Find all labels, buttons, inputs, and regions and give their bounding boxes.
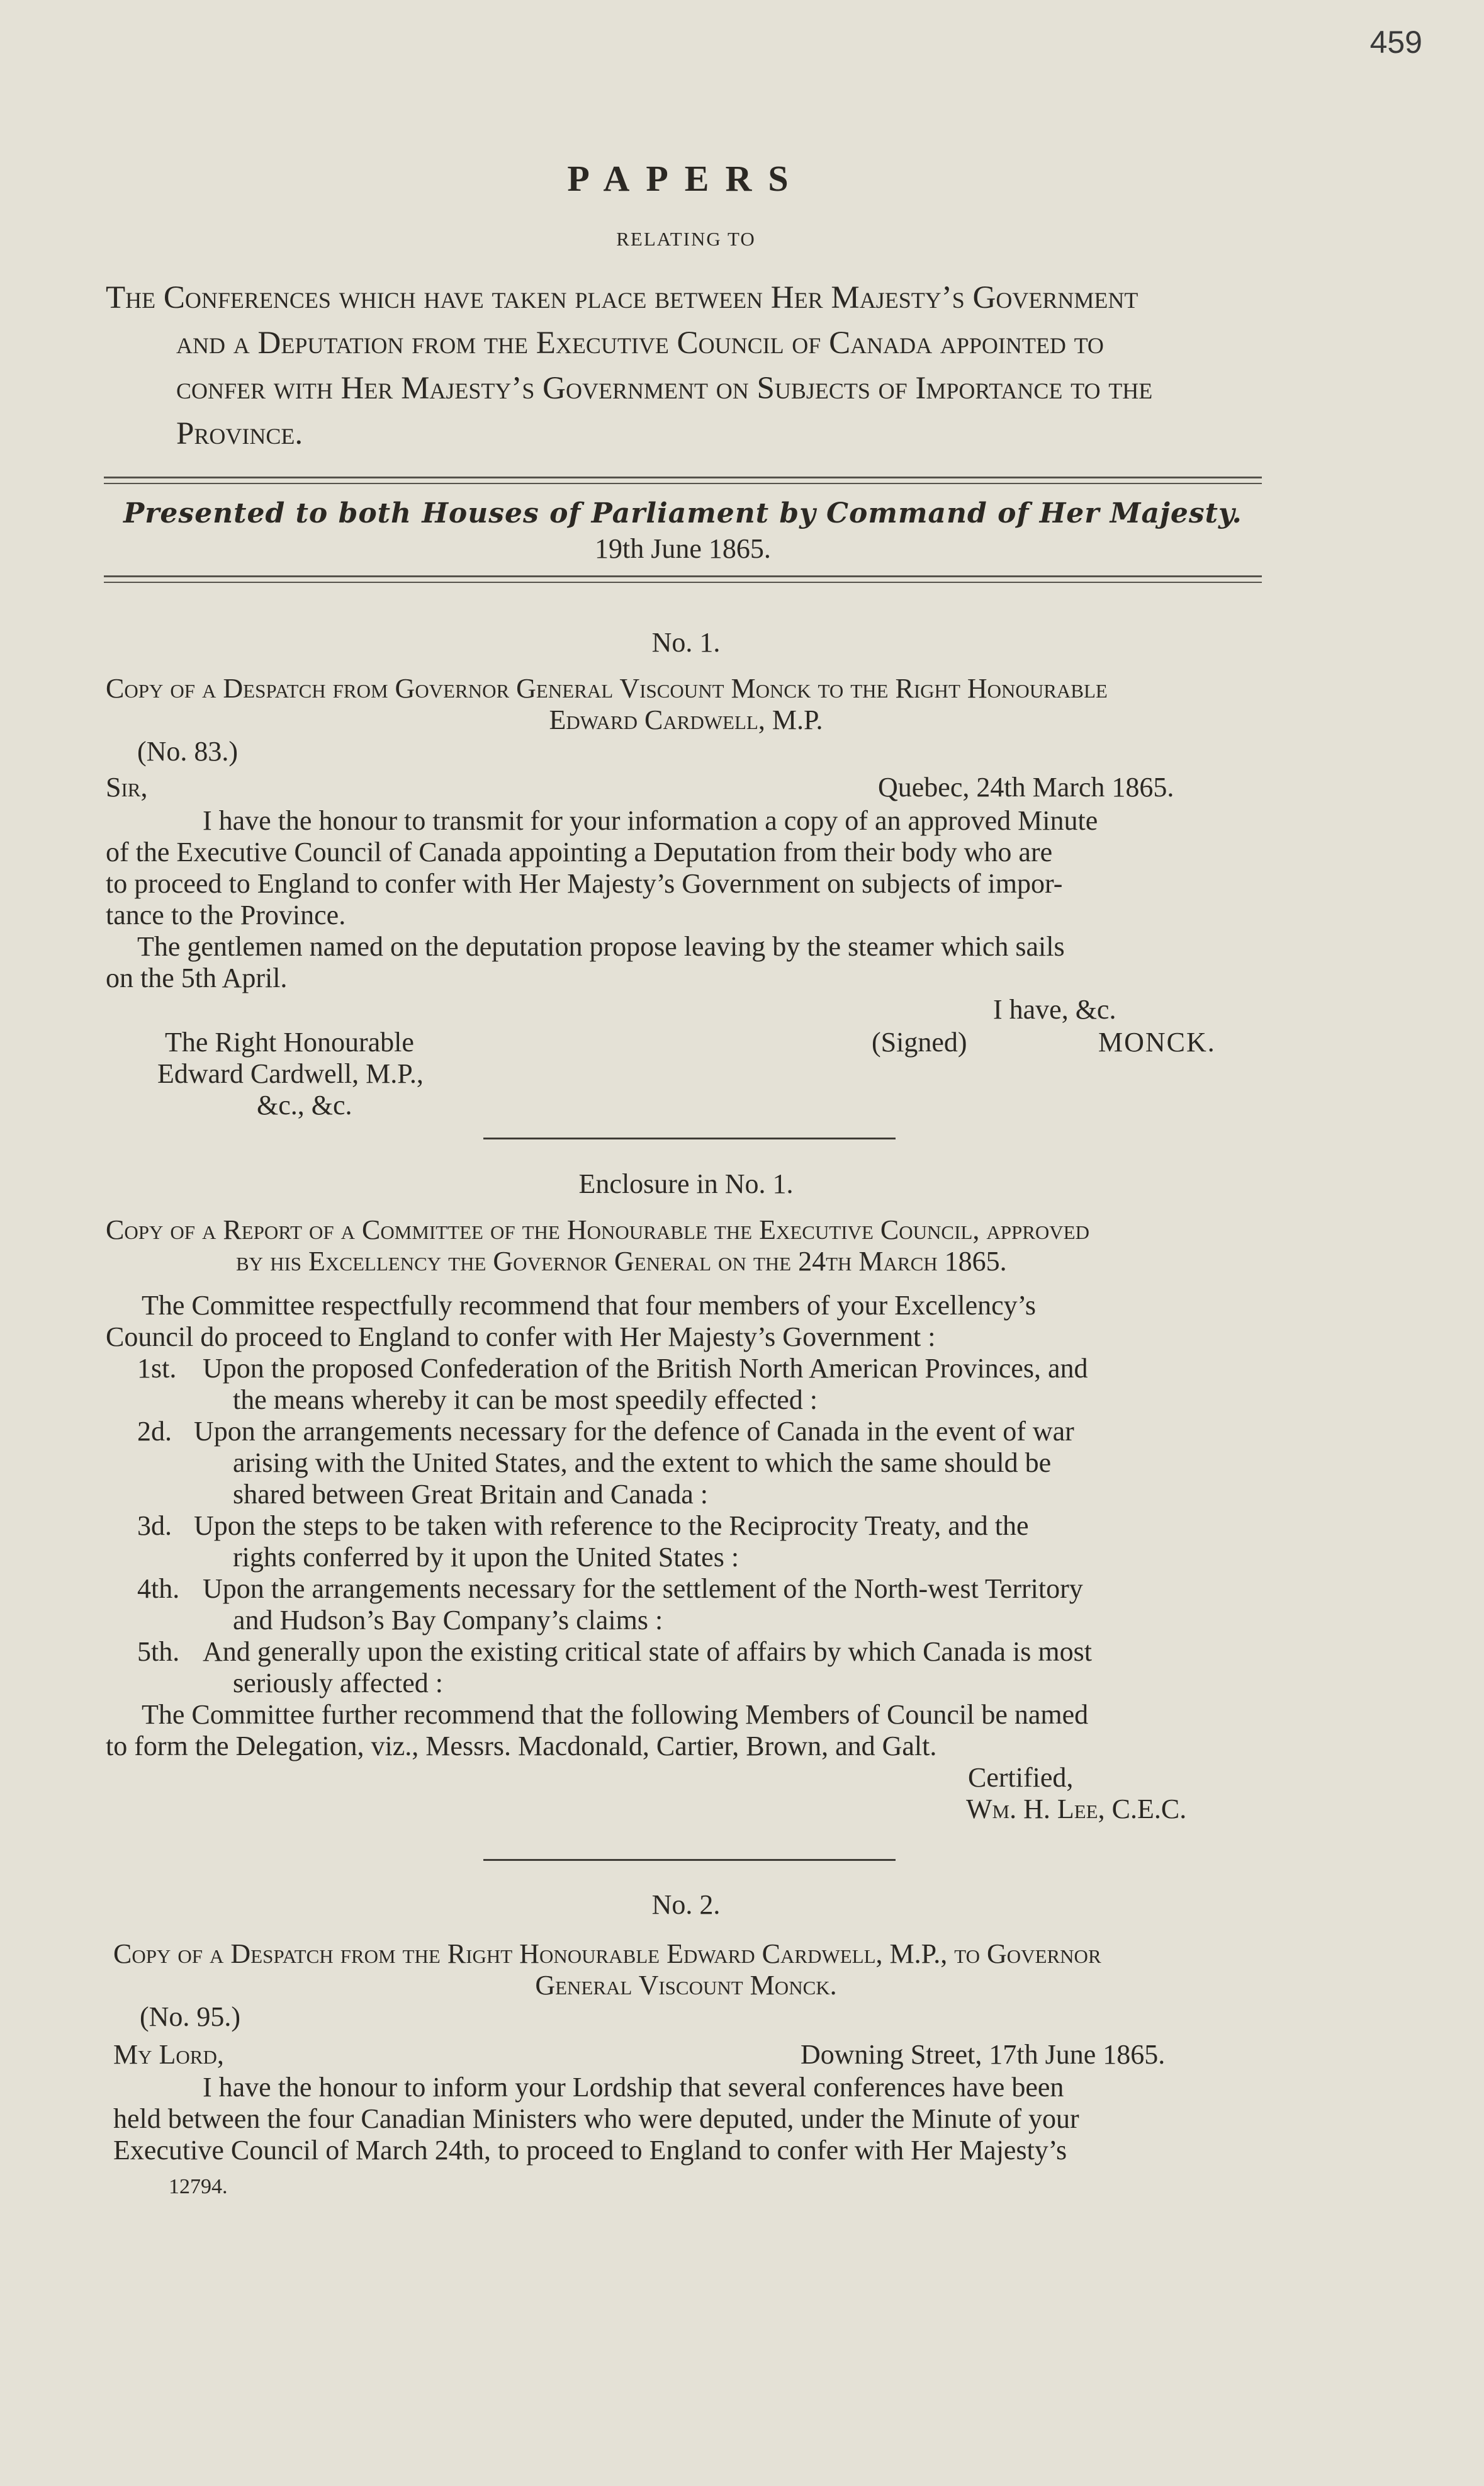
enclosure-intro-line-2: Council do proceed to England to confer with Her Majesty’s Government : — [106, 1321, 936, 1352]
item-3-number: 3d. — [137, 1510, 172, 1541]
intro-line-2: and a Deputation from the Executive Council of Canada appointed to — [176, 325, 1104, 361]
no1-salutation: Sir, — [106, 772, 148, 803]
item-3-line-1: Upon the steps to be taken with reference to the Reciprocity Treaty, and the — [194, 1510, 1029, 1541]
no1-caption-line-2: Edward Cardwell, M.P. — [549, 704, 823, 735]
presented-date: 19th June 1865. — [595, 533, 771, 564]
no1-p2-line-2: on the 5th April. — [106, 963, 288, 993]
no1-p1-line-3: to proceed to England to confer with Her Majesty’s Government on subjects of impor- — [106, 868, 1063, 899]
intro-line-4: Province. — [176, 416, 303, 451]
relating-to-label: RELATING TO — [616, 228, 756, 250]
page-number: 459 — [1369, 25, 1422, 60]
item-3-line-2: rights conferred by it upon the United States : — [233, 1542, 739, 1573]
no1-place-date: Quebec, 24th March 1865. — [878, 772, 1174, 803]
no2-salutation: My Lord, — [113, 2039, 224, 2070]
no2-place-date: Downing Street, 17th June 1865. — [801, 2039, 1166, 2070]
item-1-number: 1st. — [137, 1353, 177, 1384]
item-2-line-3: shared between Great Britain and Canada : — [233, 1479, 709, 1510]
no1-p2-line-1: The gentlemen named on the deputation propose leaving by the steamer which sails — [137, 931, 1065, 962]
no1-caption-line-1: Copy of a Despatch from Governor General Viscount Monck to the Right Honourable — [106, 673, 1108, 704]
footer-code: 12794. — [169, 2175, 228, 2198]
section-divider-2 — [483, 1859, 896, 1861]
item-4-line-1: Upon the arrangements necessary for the settlement of the North-west Territory — [203, 1573, 1083, 1604]
double-rule-top-b — [104, 483, 1262, 484]
no2-p1-line-1: I have the honour to inform your Lordship that several conferences have been — [203, 2072, 1064, 2103]
item-5-line-2: seriously affected : — [233, 1668, 443, 1698]
presented-line: Presented to both Houses of Parliament by Command of Her Majesty. — [123, 497, 1242, 529]
no1-addressee-line-3: &c., &c. — [257, 1090, 352, 1121]
no1-addressee-line-2: Edward Cardwell, M.P., — [157, 1058, 424, 1089]
item-2-line-1: Upon the arrangements necessary for the defence of Canada in the event of war — [194, 1416, 1074, 1447]
double-rule-bottom-a — [104, 575, 1262, 577]
enclosure-caption-line-1: Copy of a Report of a Committee of the Honourable the Executive Council, approved — [106, 1214, 1090, 1245]
item-4-line-2: and Hudson’s Bay Company’s claims : — [233, 1605, 663, 1636]
enclosure-caption-line-2: by his Excellency the Governor General on the 24th March 1865. — [236, 1246, 1007, 1277]
intro-line-1: The Conferences which have taken place between Her Majesty’s Government — [106, 280, 1138, 315]
certifier-name: Wm. H. Lee, C.E.C. — [966, 1794, 1187, 1824]
double-rule-top-a — [104, 477, 1262, 478]
no1-closing: I have, &c. — [993, 994, 1116, 1025]
no1-signed-label: (Signed) — [872, 1027, 967, 1058]
no1-p1-line-1: I have the honour to transmit for your information a copy of an approved Minute — [203, 805, 1098, 836]
item-2-line-2: arising with the United States, and the extent to which the same should be — [233, 1447, 1052, 1478]
item-1-line-2: the means whereby it can be most speedily effected : — [233, 1384, 818, 1415]
no1-signer: MONCK. — [1098, 1027, 1216, 1058]
no1-p1-line-2: of the Executive Council of Canada appointing a Deputation from their body who are — [106, 837, 1053, 867]
no2-caption-line-2: General Viscount Monck. — [535, 1970, 837, 2001]
document-title: PAPERS — [567, 158, 805, 199]
certified-label: Certified, — [968, 1762, 1074, 1793]
item-4-number: 4th. — [137, 1573, 180, 1604]
no2-heading: No. 2. — [651, 1889, 721, 1920]
section-divider-1 — [483, 1138, 896, 1139]
enclosure-further-line-1: The Committee further recommend that the following Members of Council be named — [142, 1699, 1089, 1730]
no2-p1-line-2: held between the four Canadian Ministers who were deputed, under the Minute of your — [113, 2103, 1079, 2134]
item-2-number: 2d. — [137, 1416, 172, 1447]
item-5-number: 5th. — [137, 1636, 180, 1667]
enclosure-heading: Enclosure in No. 1. — [578, 1168, 794, 1199]
no1-p1-line-4: tance to the Province. — [106, 900, 346, 930]
item-1-line-1: Upon the proposed Confederation of the British North American Provinces, and — [203, 1353, 1088, 1384]
enclosure-intro-line-1: The Committee respectfully recommend that four members of your Excellency’s — [142, 1290, 1036, 1321]
no1-heading: No. 1. — [651, 627, 721, 658]
double-rule-bottom-b — [104, 582, 1262, 583]
enclosure-further-line-2: to form the Delegation, viz., Messrs. Macdonald, Cartier, Brown, and Galt. — [106, 1731, 937, 1761]
no2-p1-line-3: Executive Council of March 24th, to proceed to England to confer with Her Majesty’s — [113, 2135, 1067, 2166]
no1-reference: (No. 83.) — [137, 736, 239, 767]
no2-reference: (No. 95.) — [140, 2001, 241, 2032]
no2-caption-line-1: Copy of a Despatch from the Right Honourable Edward Cardwell, M.P., to Governor — [113, 1938, 1101, 1969]
no1-addressee-line-1: The Right Honourable — [165, 1027, 414, 1058]
intro-line-3: confer with Her Majesty’s Government on Subjects of Importance to the — [176, 371, 1153, 406]
item-5-line-1: And generally upon the existing critical state of affairs by which Canada is most — [203, 1636, 1092, 1667]
